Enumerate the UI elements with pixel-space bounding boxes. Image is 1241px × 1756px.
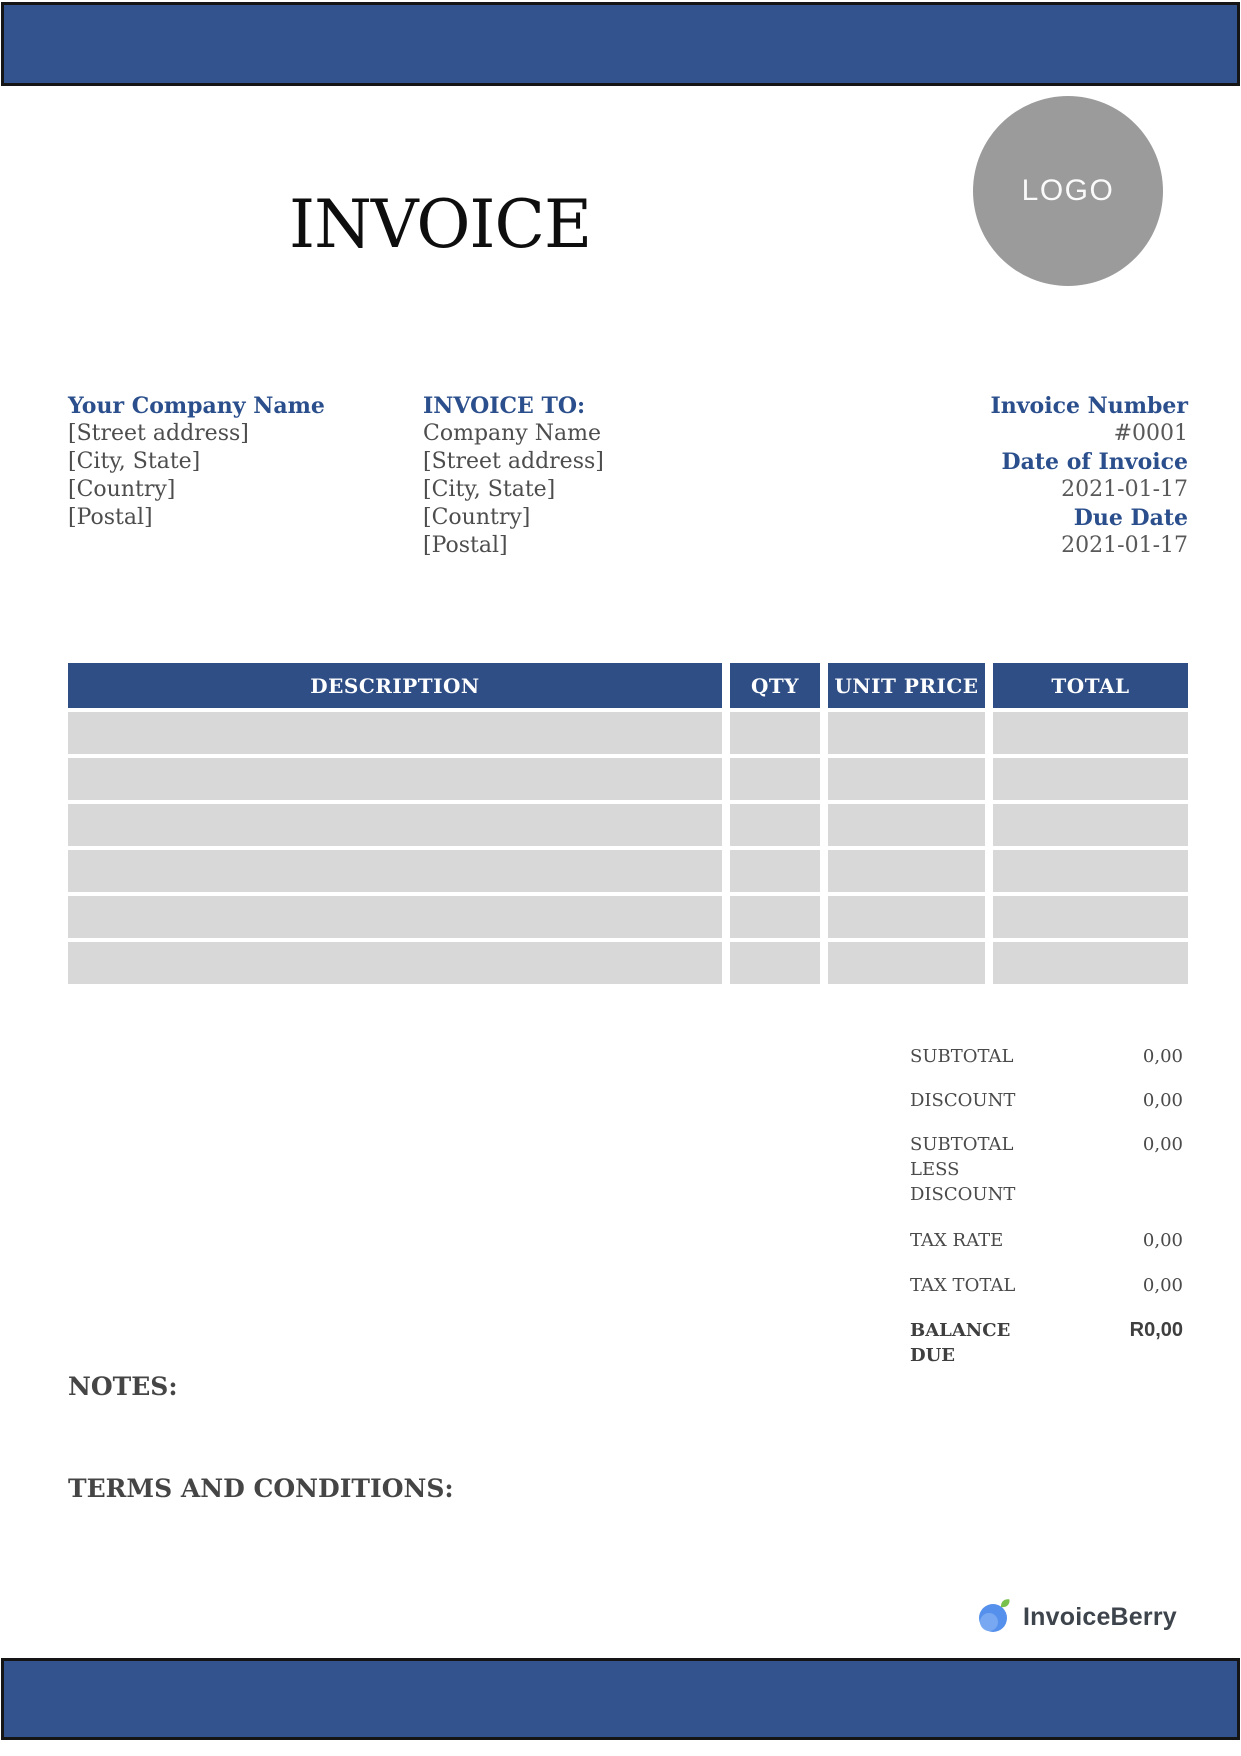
total-cell	[993, 896, 1188, 938]
invoice-date-label: Date of Invoice	[1001, 449, 1188, 475]
qty-cell	[730, 896, 820, 938]
invoice-to-block	[423, 392, 604, 560]
total-cell	[993, 712, 1188, 754]
description-cell	[68, 804, 722, 846]
client-postal: [Postal]	[423, 533, 508, 558]
logo-placeholder-label: LOGO	[1021, 174, 1115, 207]
client-street-address: [Street address]	[423, 449, 604, 474]
balance-due-row	[910, 1318, 1183, 1368]
subtotal-less-discount-row	[910, 1132, 1183, 1207]
due-date-value: 2021-01-17	[1061, 533, 1188, 558]
total-cell	[993, 850, 1188, 892]
total-cell	[993, 758, 1188, 800]
description-cell	[68, 942, 722, 984]
balance-due-label: BALANCE DUE	[910, 1320, 1011, 1366]
due-date-label: Due Date	[1073, 505, 1188, 531]
invoiceberry-brand-name: InvoiceBerry	[1023, 1602, 1177, 1631]
discount-label: DISCOUNT	[910, 1090, 1016, 1111]
invoiceberry-brand	[978, 1596, 1177, 1638]
total-cell	[993, 804, 1188, 846]
client-country: [Country]	[423, 505, 531, 530]
footer-bar	[1, 1658, 1240, 1740]
balance-due-value: R0,00	[1129, 1319, 1183, 1341]
total-cell	[993, 942, 1188, 984]
line-items-table	[68, 663, 1188, 988]
discount-row	[910, 1088, 1183, 1113]
subtotal-less-discount-label: SUBTOTAL LESS DISCOUNT	[910, 1134, 1016, 1205]
invoice-to-heading: INVOICE TO:	[423, 393, 586, 419]
qty-cell	[730, 712, 820, 754]
invoice-date-value: 2021-01-17	[1061, 477, 1188, 502]
tax-total-label: TAX TOTAL	[910, 1275, 1016, 1296]
column-header-qty: QTY	[730, 663, 820, 708]
unit-price-cell	[828, 896, 985, 938]
table-row	[68, 942, 1188, 984]
table-row	[68, 758, 1188, 800]
sender-street-address: [Street address]	[68, 421, 249, 446]
unit-price-cell	[828, 942, 985, 984]
unit-price-cell	[828, 758, 985, 800]
client-company-name: Company Name	[423, 421, 601, 446]
qty-cell	[730, 850, 820, 892]
column-header-total: TOTAL	[993, 663, 1188, 708]
description-cell	[68, 758, 722, 800]
subtotal-value: 0,00	[1142, 1046, 1183, 1067]
subtotal-less-discount-value: 0,00	[1142, 1134, 1183, 1155]
description-cell	[68, 896, 722, 938]
invoice-meta-block	[990, 392, 1188, 560]
tax-rate-label: TAX RATE	[910, 1230, 1004, 1251]
unit-price-cell	[828, 712, 985, 754]
tax-rate-row	[910, 1228, 1183, 1253]
table-row	[68, 850, 1188, 892]
column-header-description: DESCRIPTION	[68, 663, 722, 708]
table-header-row	[68, 663, 1188, 708]
tax-total-row	[910, 1273, 1183, 1298]
column-header-unit-price: UNIT PRICE	[828, 663, 985, 708]
invoiceberry-logo-icon	[978, 1596, 1014, 1638]
notes-heading: NOTES:	[68, 1372, 178, 1401]
sender-postal: [Postal]	[68, 505, 153, 530]
sender-company-block	[68, 392, 325, 532]
invoice-number-label: Invoice Number	[990, 393, 1188, 419]
subtotal-label: SUBTOTAL	[910, 1046, 1014, 1067]
invoice-number-value: #0001	[1113, 421, 1188, 446]
terms-heading: TERMS AND CONDITIONS:	[68, 1474, 454, 1503]
qty-cell	[730, 804, 820, 846]
discount-value: 0,00	[1142, 1090, 1183, 1111]
sender-city-state: [City, State]	[68, 449, 201, 474]
client-city-state: [City, State]	[423, 477, 556, 502]
page-title: INVOICE	[289, 186, 592, 263]
sender-company-name: Your Company Name	[68, 393, 325, 419]
table-row	[68, 896, 1188, 938]
header-bar	[1, 2, 1240, 86]
unit-price-cell	[828, 804, 985, 846]
qty-cell	[730, 758, 820, 800]
description-cell	[68, 850, 722, 892]
tax-rate-value: 0,00	[1142, 1230, 1183, 1251]
unit-price-cell	[828, 850, 985, 892]
logo-placeholder	[973, 96, 1163, 286]
subtotal-row	[910, 1044, 1183, 1069]
sender-country: [Country]	[68, 477, 176, 502]
description-cell	[68, 712, 722, 754]
qty-cell	[730, 942, 820, 984]
table-row	[68, 712, 1188, 754]
table-row	[68, 804, 1188, 846]
tax-total-value: 0,00	[1142, 1275, 1183, 1296]
